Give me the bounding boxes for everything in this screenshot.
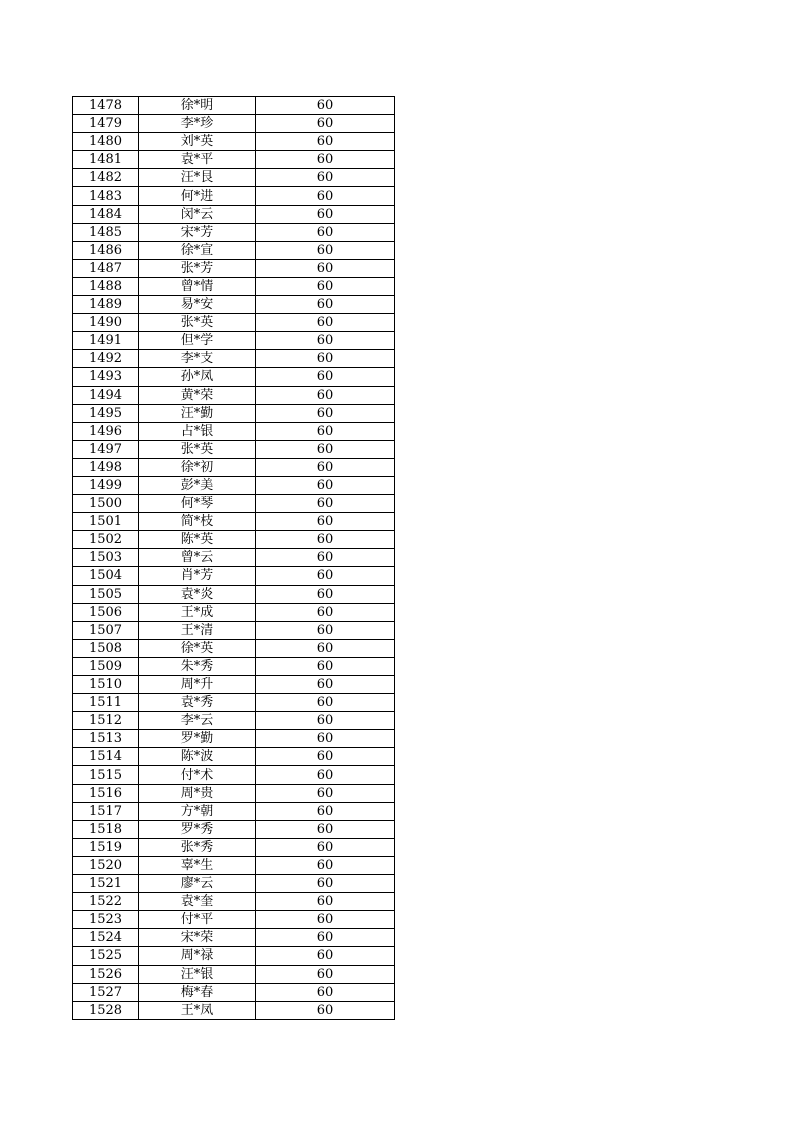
name-cell: 汪*银 <box>139 965 256 983</box>
table-row <box>73 476 395 494</box>
score-cell: 60 <box>256 115 395 133</box>
score-cell: 60 <box>256 712 395 730</box>
roster-table <box>72 96 395 1020</box>
name-cell: 徐*英 <box>139 639 256 657</box>
table-row <box>73 766 395 784</box>
name-cell: 徐*明 <box>139 97 256 115</box>
row-number-cell: 1507 <box>73 621 139 639</box>
row-number-cell: 1525 <box>73 947 139 965</box>
row-number-cell: 1482 <box>73 169 139 187</box>
row-number-cell: 1496 <box>73 422 139 440</box>
row-number-cell: 1490 <box>73 314 139 332</box>
row-number-cell: 1486 <box>73 241 139 259</box>
row-number-cell: 1509 <box>73 657 139 675</box>
table-row <box>73 694 395 712</box>
name-cell: 方*朝 <box>139 802 256 820</box>
score-cell: 60 <box>256 893 395 911</box>
row-number-cell: 1519 <box>73 838 139 856</box>
table-row <box>73 314 395 332</box>
table-row <box>73 223 395 241</box>
score-cell: 60 <box>256 422 395 440</box>
score-cell: 60 <box>256 187 395 205</box>
name-cell: 宋*芳 <box>139 223 256 241</box>
score-cell: 60 <box>256 820 395 838</box>
name-cell: 陈*英 <box>139 531 256 549</box>
name-cell: 王*凤 <box>139 1001 256 1019</box>
table-row <box>73 1001 395 1019</box>
score-cell: 60 <box>256 368 395 386</box>
row-number-cell: 1512 <box>73 712 139 730</box>
table-row <box>73 712 395 730</box>
score-cell: 60 <box>256 766 395 784</box>
table-row <box>73 133 395 151</box>
row-number-cell: 1517 <box>73 802 139 820</box>
row-number-cell: 1521 <box>73 875 139 893</box>
row-number-cell: 1518 <box>73 820 139 838</box>
name-cell: 彭*美 <box>139 476 256 494</box>
row-number-cell: 1508 <box>73 639 139 657</box>
table-row <box>73 350 395 368</box>
table-row <box>73 422 395 440</box>
score-cell: 60 <box>256 639 395 657</box>
name-cell: 李*云 <box>139 712 256 730</box>
score-cell: 60 <box>256 838 395 856</box>
table-row <box>73 893 395 911</box>
table-row <box>73 458 395 476</box>
name-cell: 周*贵 <box>139 784 256 802</box>
table-row <box>73 947 395 965</box>
name-cell: 付*术 <box>139 766 256 784</box>
row-number-cell: 1513 <box>73 730 139 748</box>
score-cell: 60 <box>256 440 395 458</box>
score-cell: 60 <box>256 404 395 422</box>
row-number-cell: 1506 <box>73 603 139 621</box>
row-number-cell: 1505 <box>73 585 139 603</box>
score-cell: 60 <box>256 531 395 549</box>
table-row <box>73 495 395 513</box>
table-row <box>73 603 395 621</box>
table-row <box>73 820 395 838</box>
name-cell: 王*清 <box>139 621 256 639</box>
row-number-cell: 1502 <box>73 531 139 549</box>
table-row <box>73 386 395 404</box>
row-number-cell: 1498 <box>73 458 139 476</box>
score-cell: 60 <box>256 621 395 639</box>
name-cell: 曾*情 <box>139 277 256 295</box>
row-number-cell: 1524 <box>73 929 139 947</box>
score-cell: 60 <box>256 314 395 332</box>
row-number-cell: 1494 <box>73 386 139 404</box>
row-number-cell: 1483 <box>73 187 139 205</box>
table-row <box>73 929 395 947</box>
name-cell: 孙*凤 <box>139 368 256 386</box>
row-number-cell: 1500 <box>73 495 139 513</box>
score-cell: 60 <box>256 983 395 1001</box>
row-number-cell: 1522 <box>73 893 139 911</box>
row-number-cell: 1527 <box>73 983 139 1001</box>
row-number-cell: 1495 <box>73 404 139 422</box>
row-number-cell: 1516 <box>73 784 139 802</box>
name-cell: 罗*勤 <box>139 730 256 748</box>
score-cell: 60 <box>256 676 395 694</box>
table-row <box>73 639 395 657</box>
row-number-cell: 1480 <box>73 133 139 151</box>
table-row <box>73 205 395 223</box>
row-number-cell: 1523 <box>73 911 139 929</box>
score-cell: 60 <box>256 133 395 151</box>
name-cell: 周*禄 <box>139 947 256 965</box>
table-row <box>73 513 395 531</box>
name-cell: 曾*云 <box>139 549 256 567</box>
score-cell: 60 <box>256 603 395 621</box>
row-number-cell: 1503 <box>73 549 139 567</box>
table-row <box>73 856 395 874</box>
score-cell: 60 <box>256 965 395 983</box>
table-row <box>73 440 395 458</box>
row-number-cell: 1520 <box>73 856 139 874</box>
score-cell: 60 <box>256 205 395 223</box>
score-cell: 60 <box>256 947 395 965</box>
row-number-cell: 1515 <box>73 766 139 784</box>
name-cell: 袁*秀 <box>139 694 256 712</box>
table-row <box>73 241 395 259</box>
row-number-cell: 1488 <box>73 277 139 295</box>
name-cell: 何*琴 <box>139 495 256 513</box>
name-cell: 袁*炎 <box>139 585 256 603</box>
table-row <box>73 621 395 639</box>
table-row <box>73 730 395 748</box>
roster-table-body <box>73 97 395 1020</box>
row-number-cell: 1510 <box>73 676 139 694</box>
table-row <box>73 97 395 115</box>
name-cell: 徐*宣 <box>139 241 256 259</box>
score-cell: 60 <box>256 495 395 513</box>
name-cell: 罗*秀 <box>139 820 256 838</box>
name-cell: 汪*艮 <box>139 169 256 187</box>
score-cell: 60 <box>256 277 395 295</box>
name-cell: 付*平 <box>139 911 256 929</box>
score-cell: 60 <box>256 748 395 766</box>
name-cell: 何*进 <box>139 187 256 205</box>
score-cell: 60 <box>256 856 395 874</box>
score-cell: 60 <box>256 223 395 241</box>
table-row <box>73 676 395 694</box>
table-row <box>73 169 395 187</box>
table-row <box>73 368 395 386</box>
table-row <box>73 187 395 205</box>
name-cell: 李*珍 <box>139 115 256 133</box>
score-cell: 60 <box>256 730 395 748</box>
name-cell: 辜*生 <box>139 856 256 874</box>
score-cell: 60 <box>256 567 395 585</box>
table-row <box>73 549 395 567</box>
score-cell: 60 <box>256 350 395 368</box>
score-cell: 60 <box>256 241 395 259</box>
score-cell: 60 <box>256 694 395 712</box>
table-row <box>73 965 395 983</box>
score-cell: 60 <box>256 458 395 476</box>
row-number-cell: 1504 <box>73 567 139 585</box>
score-cell: 60 <box>256 549 395 567</box>
row-number-cell: 1526 <box>73 965 139 983</box>
row-number-cell: 1499 <box>73 476 139 494</box>
row-number-cell: 1491 <box>73 332 139 350</box>
name-cell: 易*安 <box>139 296 256 314</box>
name-cell: 刘*英 <box>139 133 256 151</box>
table-row <box>73 838 395 856</box>
score-cell: 60 <box>256 1001 395 1019</box>
row-number-cell: 1484 <box>73 205 139 223</box>
name-cell: 李*支 <box>139 350 256 368</box>
score-cell: 60 <box>256 259 395 277</box>
table-row <box>73 277 395 295</box>
name-cell: 张*秀 <box>139 838 256 856</box>
name-cell: 袁*平 <box>139 151 256 169</box>
table-row <box>73 567 395 585</box>
row-number-cell: 1492 <box>73 350 139 368</box>
name-cell: 肖*芳 <box>139 567 256 585</box>
table-row <box>73 911 395 929</box>
score-cell: 60 <box>256 802 395 820</box>
name-cell: 闵*云 <box>139 205 256 223</box>
row-number-cell: 1493 <box>73 368 139 386</box>
table-row <box>73 296 395 314</box>
name-cell: 廖*云 <box>139 875 256 893</box>
row-number-cell: 1511 <box>73 694 139 712</box>
table-row <box>73 332 395 350</box>
score-cell: 60 <box>256 784 395 802</box>
score-cell: 60 <box>256 169 395 187</box>
name-cell: 张*芳 <box>139 259 256 277</box>
name-cell: 王*成 <box>139 603 256 621</box>
table-row <box>73 983 395 1001</box>
row-number-cell: 1478 <box>73 97 139 115</box>
score-cell: 60 <box>256 657 395 675</box>
table-row <box>73 802 395 820</box>
score-cell: 60 <box>256 585 395 603</box>
row-number-cell: 1489 <box>73 296 139 314</box>
row-number-cell: 1501 <box>73 513 139 531</box>
score-cell: 60 <box>256 296 395 314</box>
name-cell: 徐*初 <box>139 458 256 476</box>
score-cell: 60 <box>256 97 395 115</box>
row-number-cell: 1528 <box>73 1001 139 1019</box>
table-row <box>73 748 395 766</box>
table-row <box>73 404 395 422</box>
name-cell: 汪*勤 <box>139 404 256 422</box>
name-cell: 陈*波 <box>139 748 256 766</box>
table-row <box>73 259 395 277</box>
name-cell: 但*学 <box>139 332 256 350</box>
table-row <box>73 875 395 893</box>
table-row <box>73 585 395 603</box>
row-number-cell: 1481 <box>73 151 139 169</box>
row-number-cell: 1485 <box>73 223 139 241</box>
name-cell: 宋*荣 <box>139 929 256 947</box>
name-cell: 简*枝 <box>139 513 256 531</box>
name-cell: 张*英 <box>139 314 256 332</box>
name-cell: 梅*春 <box>139 983 256 1001</box>
score-cell: 60 <box>256 476 395 494</box>
name-cell: 张*英 <box>139 440 256 458</box>
table-row <box>73 657 395 675</box>
table-row <box>73 115 395 133</box>
name-cell: 周*升 <box>139 676 256 694</box>
row-number-cell: 1479 <box>73 115 139 133</box>
name-cell: 黄*荣 <box>139 386 256 404</box>
score-cell: 60 <box>256 513 395 531</box>
name-cell: 袁*奎 <box>139 893 256 911</box>
name-cell: 朱*秀 <box>139 657 256 675</box>
row-number-cell: 1497 <box>73 440 139 458</box>
score-cell: 60 <box>256 875 395 893</box>
score-cell: 60 <box>256 332 395 350</box>
row-number-cell: 1514 <box>73 748 139 766</box>
table-row <box>73 151 395 169</box>
table-row <box>73 531 395 549</box>
score-cell: 60 <box>256 911 395 929</box>
score-cell: 60 <box>256 929 395 947</box>
name-cell: 占*银 <box>139 422 256 440</box>
row-number-cell: 1487 <box>73 259 139 277</box>
table-row <box>73 784 395 802</box>
score-cell: 60 <box>256 151 395 169</box>
score-cell: 60 <box>256 386 395 404</box>
